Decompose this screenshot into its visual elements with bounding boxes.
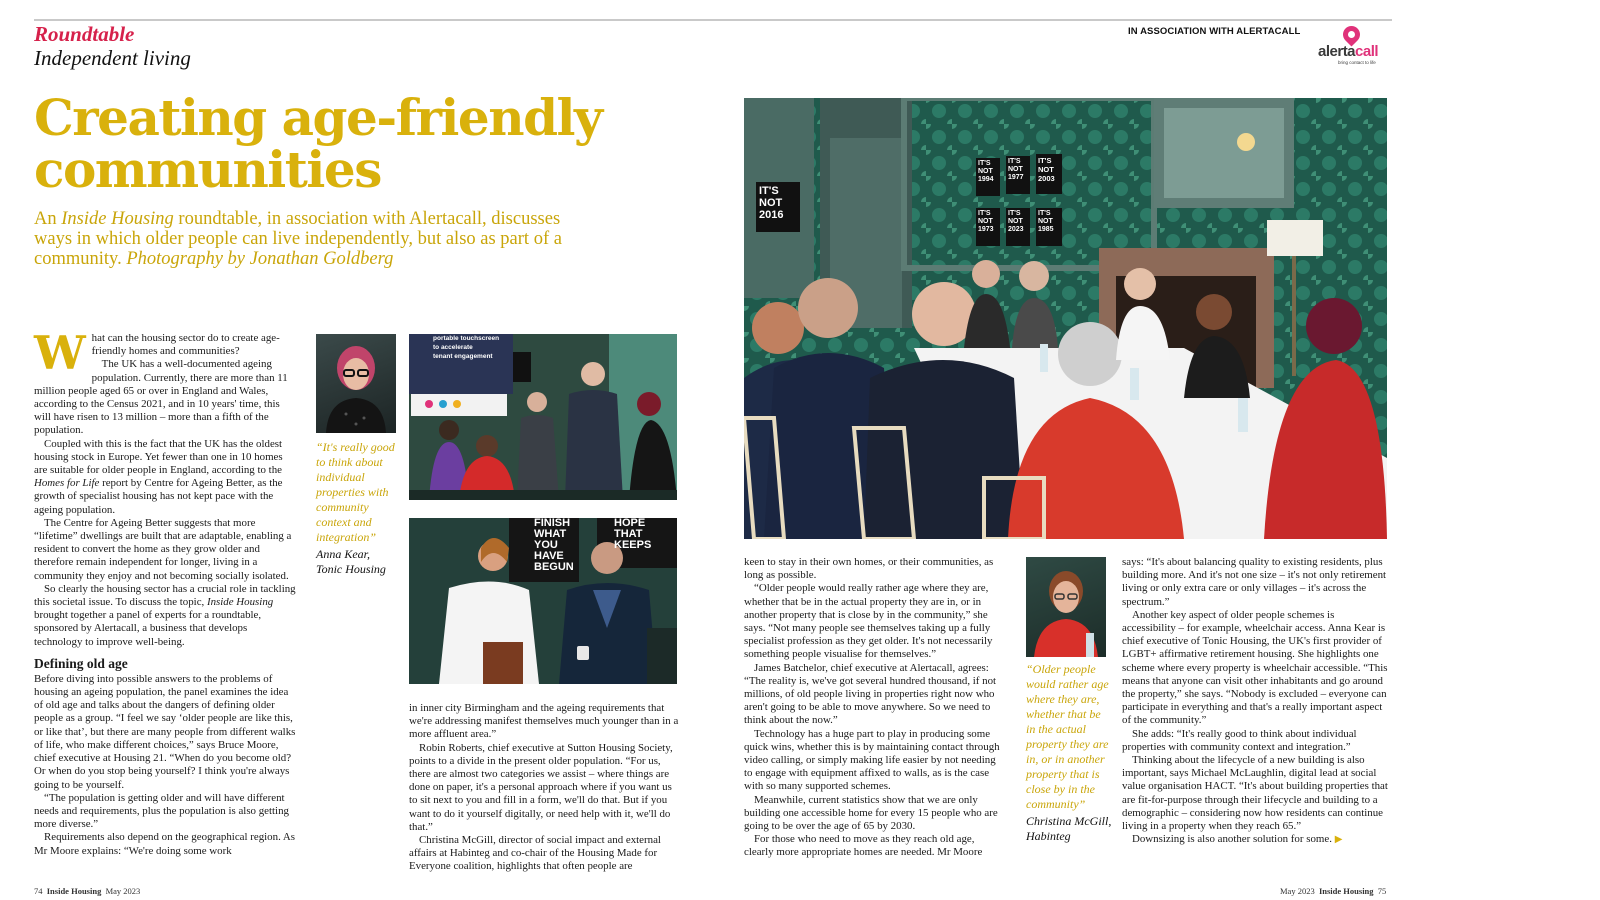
- sign: IT'S NOT 2003: [1036, 154, 1062, 194]
- paragraph: keen to stay in their own homes, or their communities, as long as possible.: [744, 556, 994, 582]
- pullquote-name: Anna Kear,: [316, 547, 370, 561]
- pullquote-text: “Older people would rather age where they are, whether that be in the actual property they are in, or in another property that is close by in the community”: [1026, 662, 1109, 811]
- body-column-4: [1122, 556, 1390, 846]
- pullquote-org: Tonic Housing: [316, 562, 386, 576]
- pullquote-1: [316, 440, 398, 577]
- paragraph: Thinking about the lifecycle of a new building is also important, says Michael McLaughlin, digital lead at social value organisation HACT. “It's about building properties that are fit-for-purpose through their lifecycle and building to a demographic – considering now how residents can continue living in a property when they reach 65.”: [1122, 754, 1388, 833]
- portrait-anna-kear: [316, 334, 396, 433]
- paragraph: For those who need to move as they reach old age, clearly more appropriate homes are needed. Mr Moore: [744, 833, 983, 859]
- paragraph: hat can the housing sector do to create age-friendly homes and communities?: [91, 332, 280, 358]
- association-label: IN ASSOCIATION WITH ALERTACALL: [1128, 26, 1301, 37]
- paragraph: Christina McGill, director of social impact and external affairs at Habinteg and co-chair of the Housing Made for Everyone coalition, highlights that often people are: [409, 834, 661, 873]
- top-rule: [34, 19, 1392, 21]
- continue-arrow-icon: ▶: [1334, 834, 1343, 846]
- sign-hope-text: HOPE THAT KEEPS: [614, 518, 652, 551]
- pullquote-org: Habinteg: [1026, 829, 1071, 843]
- footer-left: 74 Inside Housing May 2023: [34, 886, 141, 896]
- sign: IT'S NOT 2023: [1006, 208, 1030, 246]
- paragraph: The Centre for Ageing Better suggests that more “lifetime” dwellings are built that are adaptable, enabling a resident to convert the home as they grow older and therefore remain independent for longer, living in a community they enjoy and not becoming socially isolated.: [34, 516, 292, 582]
- paragraph: “Older people would really rather age where they are, whether that be in the actual property they are in, or in another property that is close by in the community,” she says. “Not many people see themselves taking up a fully specialist profession as they get older. It's not necessarily something people visualise for themselves.”: [744, 582, 993, 661]
- paragraph: The UK has a well-documented ageing population. Currently, there are more than 11 million people aged 65 or over in England and Wales, according to the Census 2021, and in 10 years' time, this will have risen to 13 million – more than a fifth of the population.: [34, 358, 288, 437]
- sign: IT'S NOT 1985: [1036, 208, 1062, 246]
- paragraph: Meanwhile, current statistics show that we are only building one accessible home for every 15 people who are going to be over the age of 65 by 2030.: [744, 793, 998, 833]
- drop-cap: W: [34, 326, 86, 380]
- paragraph: Another key aspect of older people schemes is accessibility – for example, wheelchair access. Anna Kear is chief executive of Tonic Housing, the UK's first provider of LGBT+ affirmative retirement housing. She highlights one scheme where every property is wheelchair accessible. “This means that anyone can visit other inhabitants and go around the property,” she says. “Nobody is excluded – everyone can participate in everything and that's a really important aspect of the community.”: [1122, 608, 1388, 727]
- paragraph: Coupled with this is the fact that the UK has the oldest housing stock in Europe. Yet fewer than one in 10 homes are suitable for older people in England, according to the Homes for Life report by Centre for Ageing Better, as the growth of specialist housing has not kept pace with the ageing population.: [34, 437, 283, 516]
- sign: IT'S NOT 1977: [1006, 156, 1030, 194]
- sign: IT'S NOT 1994: [976, 158, 1000, 196]
- pullquote-name: Christina McGill,: [1026, 814, 1112, 828]
- portrait-christina-mcgill: [1026, 557, 1106, 657]
- paragraph: Requirements also depend on the geographical region. As Mr Moore explains: “We're doing some work: [34, 831, 296, 857]
- paragraph: James Batchelor, chief executive at Alertacall, agrees: “The reality is, we've got several hundred thousand, if not millions, of old people living in properties right now who aren't going to be able to move anywhere. So we need to think about the now.”: [744, 661, 997, 727]
- banner-text: portable touchscreen to accelerate tenant engagement: [433, 335, 500, 360]
- body-column-1: [34, 326, 296, 858]
- pullquote-text: “It's really good to think about individual properties with community context and integration”: [316, 440, 395, 544]
- alertacall-logo: [1318, 26, 1388, 68]
- paragraph: She adds: “It's really good to think about individual properties with community context and integration.”: [1122, 727, 1357, 753]
- pullquote-2: [1026, 662, 1112, 844]
- body-column-3: [744, 556, 1006, 860]
- paragraph: Technology has a huge part to play in producing some quick wins, whether this is by maintaining contact through video calling, or simply making life easier by not needing to engage with equipment affixed to walls, as is the case with so many supported schemes.: [744, 727, 1000, 793]
- paragraph: says: “It's about balancing quality to existing residents, plus building more. And it's not one size – it's not only retirement living or only extra care or only villages – it's across the spectrum.”: [1122, 556, 1387, 608]
- footer-right: May 2023 Inside Housing 75: [1280, 886, 1387, 896]
- photo-roundtable: [744, 98, 1387, 539]
- article-headline: Creating age-friendly communities: [34, 88, 602, 199]
- paragraph: in inner city Birmingham and the ageing requirements that we're addressing manifest themselves much younger than in a more affluent area.”: [409, 702, 679, 741]
- standfirst: An Inside Housing roundtable, in association with Alertacall, discusses ways in which older people can live independently, but also as part of a community. Photography by Jonathan Goldberg: [34, 209, 562, 269]
- subsection-label: Independent living: [34, 46, 191, 70]
- logo-tagline: bring contact to life: [1338, 60, 1376, 65]
- paragraph: Before diving into possible answers to the problems of housing an ageing population, the panel examines the idea of old age and talks about the dangers of defining older people as a group. “I feel we say ‘older people are like this, or like that’, but there are many people from different walks of life, who make different choices,” says Bruce Moore, chief executive at Housing 21. “When do you become old? Or when do you stop being yourself? I think you're always going to be yourself.: [34, 672, 296, 791]
- paragraph: Downsizing is also another solution for some. ▶: [1132, 833, 1343, 846]
- photo-networking-2: [409, 518, 677, 684]
- section-label: Roundtable: [34, 22, 135, 46]
- subheading: Defining old age: [34, 655, 128, 671]
- logo-wordmark: alertacall: [1318, 43, 1379, 60]
- photo-networking-1: [409, 334, 677, 500]
- sign-finish-text: FINISH WHAT YOU HAVE BEGUN: [534, 518, 574, 573]
- sign-its-not-2016: IT'S NOT 2016: [756, 182, 800, 232]
- paragraph: “The population is getting older and will have different needs and requirements, plus the population is also getting more diverse.”: [34, 791, 289, 831]
- body-column-2: [409, 702, 679, 874]
- sign: IT'S NOT 1973: [976, 208, 1000, 246]
- paragraph: So clearly the housing sector has a crucial role in tackling this societal issue. To discuss the topic, Inside Housing brought together a panel of experts for a roundtable, sponsored by Alertacall, a business that develops technology to improve well-being.: [34, 582, 296, 648]
- paragraph: Robin Roberts, chief executive at Sutton Housing Society, points to a divide in the present older population. “For us, there are almost two categories we assist – where things are done on paper, it's a personal approach where if you want us to sit next to you and fill in a form, we'll do that. But if you want to do it yourself digitally, or need help with it, we'll do that.”: [409, 741, 673, 833]
